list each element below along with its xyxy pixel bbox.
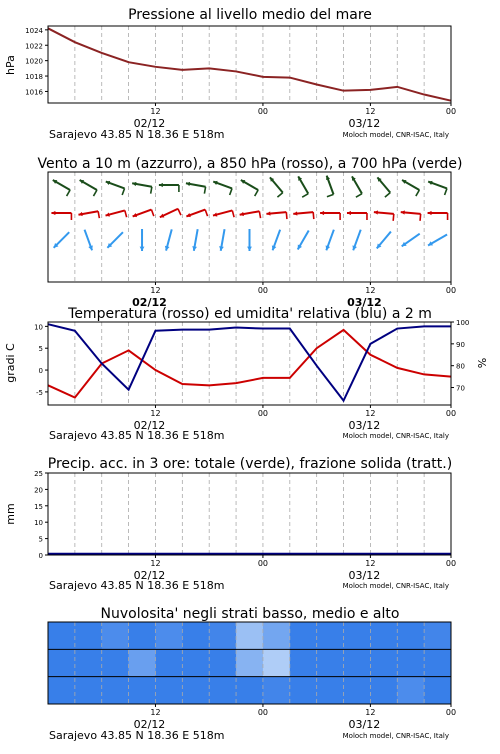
wind-arrowhead — [159, 183, 163, 187]
precip-y-ticks — [34, 470, 48, 560]
x-tick-label: 00 — [445, 559, 457, 568]
cloud-cell — [102, 649, 129, 676]
wind-panel — [37, 156, 462, 309]
x-tick-label: 12 — [150, 559, 161, 568]
cloud-cell — [397, 677, 424, 704]
pressure-title: Pressione al livello medio del mare — [128, 7, 372, 23]
wind-feather — [313, 212, 314, 219]
pressure-grid — [75, 26, 424, 103]
y-tick-label: 15 — [34, 502, 43, 511]
cloud-cell — [155, 649, 182, 676]
precip-x-ticks — [134, 555, 456, 582]
temperature-lines — [48, 324, 451, 400]
wind-grid — [75, 172, 424, 282]
x-date-label: 02/12 — [133, 569, 166, 582]
wind-arrowhead — [51, 211, 55, 215]
wind-feather — [205, 210, 207, 217]
humidity-y-ticks — [451, 319, 469, 393]
cloud-credit: Moloch model, CNR-ISAC, Italy — [342, 732, 449, 740]
cloud-cell — [236, 622, 263, 649]
cloud-x-ticks — [134, 704, 456, 731]
y-tick-label: 1020 — [25, 57, 43, 66]
wind-feather — [67, 190, 71, 196]
wind-feather — [259, 211, 260, 218]
cloud-cell — [424, 677, 451, 704]
cloud-cell — [424, 649, 451, 676]
humidity-series — [48, 324, 451, 400]
wind-feather — [232, 210, 234, 217]
wind-arrowhead — [140, 247, 145, 251]
x-tick-label: 00 — [257, 286, 269, 295]
cloud-cell — [75, 649, 102, 676]
wind-feather — [178, 209, 181, 215]
y-tick-label: 1024 — [25, 26, 43, 35]
cloud-cell — [182, 622, 209, 649]
y2-tick-label: 80 — [456, 362, 465, 371]
temperature-grid — [75, 322, 424, 405]
temperature-credit: Moloch model, CNR-ISAC, Italy — [342, 432, 449, 440]
precip-ylabel: mm — [4, 503, 17, 525]
cloud-cell — [102, 622, 129, 649]
wind-frame — [48, 172, 451, 282]
precip-credit: Moloch model, CNR-ISAC, Italy — [342, 582, 449, 590]
x-tick-label: 12 — [365, 107, 376, 116]
x-tick-label: 00 — [257, 107, 269, 116]
cloud-cell — [129, 677, 156, 704]
cloud-cell — [317, 622, 344, 649]
x-date-label: 03/12 — [348, 117, 381, 130]
x-tick-label: 12 — [150, 107, 161, 116]
precip-title: Precip. acc. in 3 ore: totale (verde), frazione solida (tratt.) — [47, 456, 453, 472]
cloud-title: Nuvolosita' negli strati basso, medio e alto — [100, 606, 400, 622]
wind-feather — [416, 190, 420, 196]
cloud-cell — [236, 649, 263, 676]
wind-arrowhead — [374, 210, 378, 214]
y2-tick-label: 70 — [456, 384, 465, 393]
pressure-lines — [48, 28, 451, 100]
y-tick-label: 0 — [38, 552, 43, 560]
wind-feather — [151, 187, 152, 194]
cloud-cell — [290, 677, 317, 704]
y-tick-label: 10 — [34, 323, 43, 332]
cloud-cell — [290, 622, 317, 649]
cloud-cell — [48, 649, 75, 676]
y-tick-label: 10 — [34, 519, 43, 528]
pressure-location: Sarajevo 43.85 N 18.36 E 518m — [49, 128, 225, 141]
y-tick-label: 5 — [38, 535, 43, 544]
cloud-cell — [155, 622, 182, 649]
x-date-label: 03/12 — [347, 296, 382, 309]
x-tick-label: 12 — [365, 559, 376, 568]
x-date-label: 02/12 — [132, 296, 167, 309]
wind-title: Vento a 10 m (azzurro), a 850 hPa (rosso), a 700 hPa (verde) — [37, 156, 463, 172]
precip-panel — [4, 456, 456, 592]
temperature-ylabel: gradi C — [4, 343, 17, 383]
y2-tick-label: 90 — [456, 340, 465, 349]
wind-feather — [420, 214, 421, 221]
x-tick-label: 00 — [257, 409, 269, 418]
temperature-panel — [4, 306, 489, 442]
cloud-cell — [102, 677, 129, 704]
wind-feather — [204, 187, 205, 194]
cloud-cell — [75, 622, 102, 649]
x-tick-label: 00 — [257, 559, 269, 568]
pressure-x-ticks — [134, 103, 456, 130]
pressure-frame — [48, 26, 451, 103]
wind-feather — [151, 210, 153, 217]
x-tick-label: 00 — [445, 708, 457, 717]
wind-feather — [286, 212, 287, 219]
y-tick-label: 5 — [38, 345, 43, 354]
wind-feather — [255, 190, 259, 196]
y-tick-label: -5 — [36, 388, 43, 397]
y2-tick-label: 100 — [456, 319, 470, 327]
x-date-label: 03/12 — [348, 718, 381, 731]
x-date-label: 02/12 — [133, 117, 166, 130]
cloud-cell — [370, 649, 397, 676]
x-tick-label: 00 — [257, 708, 269, 717]
x-tick-label: 12 — [365, 286, 376, 295]
x-tick-label: 12 — [365, 708, 376, 717]
wind-barbs — [51, 176, 447, 251]
x-tick-label: 12 — [150, 409, 161, 418]
cloud-cell — [370, 677, 397, 704]
y-tick-label: 0 — [38, 367, 43, 376]
cloud-cell — [48, 677, 75, 704]
cloud-cell — [263, 622, 290, 649]
wind-x-ticks — [132, 282, 456, 309]
x-tick-label: 00 — [445, 107, 457, 116]
precip-grid — [75, 473, 424, 555]
humidity-ylabel: % — [476, 357, 489, 369]
precip-location: Sarajevo 43.85 N 18.36 E 518m — [49, 579, 225, 592]
y-tick-label: 20 — [34, 486, 43, 495]
cloud-cell — [182, 649, 209, 676]
cloud-cell — [344, 649, 371, 676]
x-tick-label: 00 — [445, 409, 457, 418]
cloud-panel — [48, 606, 456, 742]
x-date-label: 02/12 — [133, 419, 166, 432]
cloud-cell — [397, 622, 424, 649]
wind-arrowhead — [320, 211, 324, 215]
cloud-cell — [129, 649, 156, 676]
temperature-y-ticks — [34, 323, 48, 397]
cloud-cell — [290, 649, 317, 676]
wind-feather — [302, 194, 308, 198]
x-date-label: 03/12 — [348, 569, 381, 582]
cloud-cell — [236, 677, 263, 704]
cloud-cell — [129, 622, 156, 649]
pressure-ylabel: hPa — [4, 55, 17, 75]
wind-feather — [125, 210, 127, 217]
cloud-cell — [317, 677, 344, 704]
cloud-cell — [155, 677, 182, 704]
cloud-cell — [317, 649, 344, 676]
wind-feather — [393, 214, 394, 221]
cloud-cell — [397, 649, 424, 676]
cloud-cell — [370, 622, 397, 649]
temperature-x-ticks — [134, 405, 456, 432]
cloud-cell — [344, 622, 371, 649]
pressure-y-ticks — [25, 27, 48, 97]
wind-arrowhead — [247, 247, 252, 251]
cloud-cell — [75, 677, 102, 704]
wind-feather — [327, 194, 334, 196]
x-tick-label: 12 — [150, 286, 161, 295]
x-tick-label: 12 — [365, 409, 376, 418]
temperature-series — [48, 330, 451, 398]
pressure-panel — [4, 7, 456, 141]
wind-feather — [385, 193, 390, 197]
cloud-cell — [209, 622, 236, 649]
wind-feather — [93, 190, 97, 196]
x-date-label: 02/12 — [133, 718, 166, 731]
temperature-location: Sarajevo 43.85 N 18.36 E 518m — [49, 429, 225, 442]
wind-arrowhead — [266, 211, 270, 215]
wind-arrowhead — [347, 211, 351, 215]
wind-feather — [277, 193, 282, 197]
y-tick-label: 1022 — [25, 42, 43, 51]
cloud-location: Sarajevo 43.85 N 18.36 E 518m — [49, 729, 225, 742]
cloud-cell — [48, 622, 75, 649]
x-tick-label: 00 — [445, 286, 457, 295]
precip-frame — [48, 473, 451, 555]
wind-feather — [445, 188, 447, 195]
cloud-cell — [263, 677, 290, 704]
cloud-cell — [209, 649, 236, 676]
cloud-cell — [424, 622, 451, 649]
y-tick-label: 1018 — [25, 73, 43, 82]
wind-feather — [356, 194, 362, 198]
cloud-cell — [344, 677, 371, 704]
cloud-cell — [209, 677, 236, 704]
cloud-cells — [48, 622, 452, 704]
x-tick-label: 12 — [150, 708, 161, 717]
cloud-cell — [263, 649, 290, 676]
wind-arrowhead — [428, 211, 432, 215]
wind-feather — [230, 188, 232, 195]
y-tick-label: 1016 — [25, 88, 43, 97]
x-date-label: 03/12 — [348, 419, 381, 432]
wind-feather — [98, 211, 99, 218]
pressure-credit: Moloch model, CNR-ISAC, Italy — [342, 131, 449, 139]
cloud-cell — [182, 677, 209, 704]
temperature-title: Temperatura (rosso) ed umidita' relativa (blu) a 2 m — [68, 306, 432, 322]
pressure-series — [48, 28, 451, 100]
y-tick-label: 25 — [34, 470, 43, 478]
wind-arrowhead — [293, 211, 297, 215]
wind-arrowhead — [401, 210, 405, 214]
wind-feather — [122, 188, 124, 195]
